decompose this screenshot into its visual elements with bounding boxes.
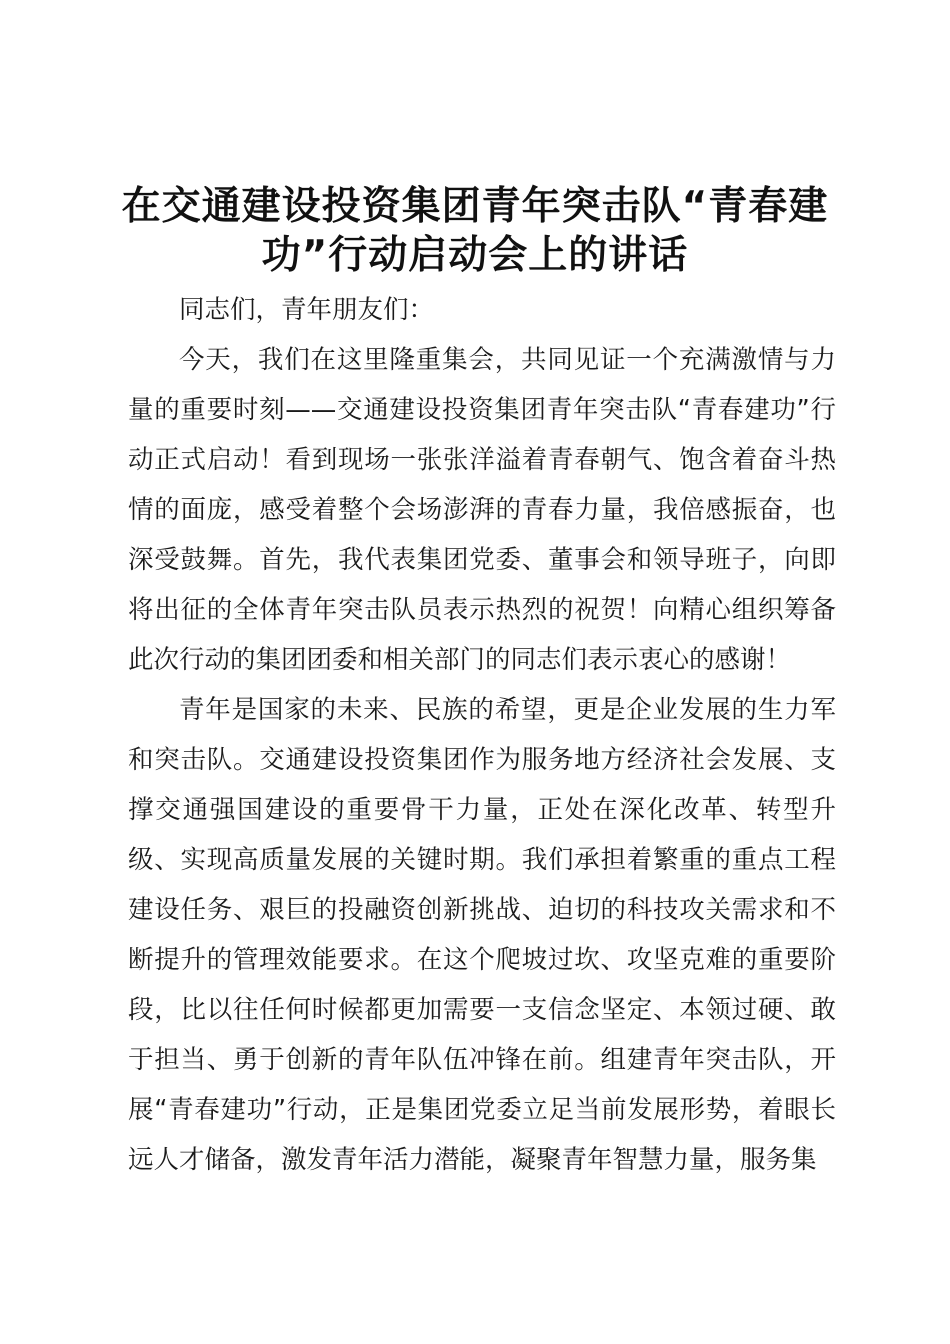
document-title: 在交通建设投资集团青年突击队“青春建功”行动启动会上的讲话 — [121, 184, 829, 278]
salutation-paragraph: 同志们，青年朋友们： — [179, 295, 435, 325]
document-body — [128, 285, 836, 1185]
body-paragraph: 今天，我们在这里隆重集会，共同见证一个充满激情与力量的重要时刻——交通建设投资集团青年突击队“青春建功”行动正式启动！看到现场一张张洋溢着青春朝气、饱含着奋斗热情的面庞，感受着整个会场澎湃的青春力量，我倍感振奋，也深受鼓舞。首先，我代表集团党委、董事会和领导班子，向即将出征的全体青年突击队员表示热烈的祝贺！向精心组织筹备此次行动的集团团委和相关部门的同志们表示衷心的感谢！ — [128, 345, 836, 675]
body-paragraph: 青年是国家的未来、民族的希望，更是企业发展的生力军和突击队。交通建设投资集团作为服务地方经济社会发展、支撑交通强国建设的重要骨干力量，正处在深化改革、转型升级、实现高质量发展的关键时期。我们承担着繁重的重点工程建设任务、艰巨的投融资创新挑战、迫切的科技攻关需求和不断提升的管理效能要求。在这个爬坡过坎、攻坚克难的重要阶段，比以往任何时候都更加需要一支信念坚定、本领过硬、敢于担当、勇于创新的青年队伍冲锋在前。组建青年突击队，开展“青春建功”行动，正是集团党委立足当前发展形势，着眼长远人才储备，激发青年活力潜能，凝聚青年智慧力量，服务集 — [128, 695, 836, 1175]
